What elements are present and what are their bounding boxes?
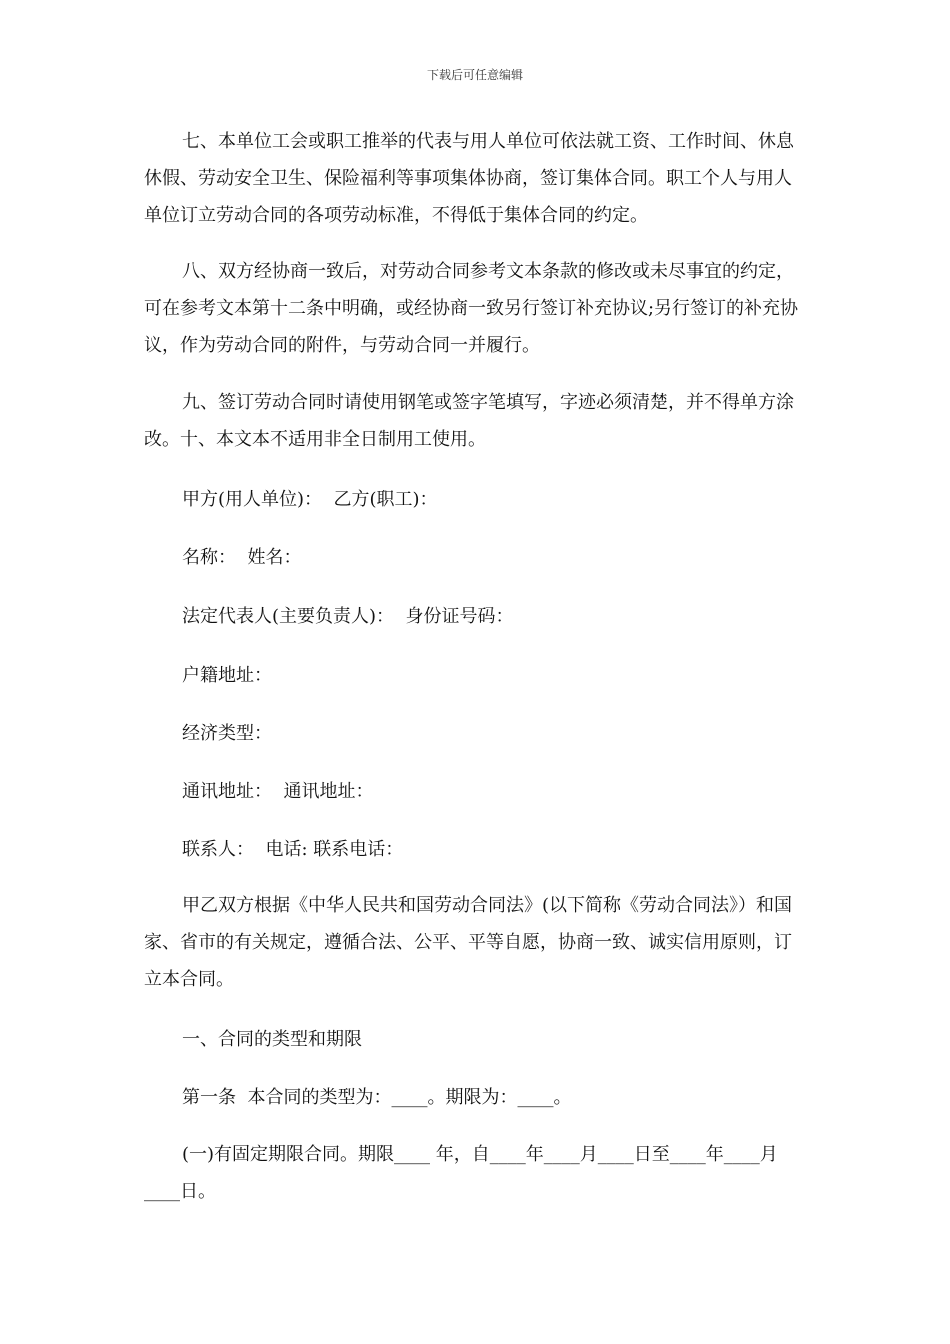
parties-line: 甲方(用人单位)： 乙方(职工)： [182,489,438,510]
section-1-title: 一、合同的类型和期限 [182,1029,362,1050]
legal-rep-line: 法定代表人(主要负责人)： 身份证号码： [182,606,514,627]
fixed-term-clause: (一)有固定期限合同。期限____ 年，自____年____月____日至____年____月____日。 [144,1144,778,1202]
clause-8: 八、双方经协商一致后，对劳动合同参考文本条款的修改或未尽事宜的约定，可在参考文本第十二条中明确，或经协商一致另行签订补充协议;另行签订的补充协议，作为劳动合同的附件，与劳动合同一并履行。 [144,261,799,356]
household-line: 户籍地址： [182,665,272,686]
name-line: 名称： 姓名： [182,547,302,568]
economic-type-line: 经济类型： [182,723,272,744]
article-1: 第一条 本合同的类型为：____。期限为：____。 [182,1087,572,1108]
clause-7: 七、本单位工会或职工推举的代表与用人单位可依法就工资、工作时间、休息休假、劳动安全卫生、保险福利等事项集体协商，签订集体合同。职工个人与用人单位订立劳动合同的各项劳动标准，不得低于集体合同的约定。 [144,131,794,226]
intro-paragraph: 甲乙双方根据《中华人民共和国劳动合同法》(以下简称《劳动合同法》）和国家、省市的有关规定，遵循合法、公平、平等自愿，协商一致、诚实信用原则，订立本合同。 [144,895,793,990]
address-line: 通讯地址： 通讯地址： [182,781,374,802]
page-header: 下载后可任意编辑 [426,68,523,82]
clause-9: 九、签订劳动合同时请使用钢笔或签字笔填写，字迹必须清楚，并不得单方涂改。十、本文本不适用非全日制用工使用。 [144,392,794,450]
contact-line: 联系人： 电话: 联系电话： [182,839,404,860]
